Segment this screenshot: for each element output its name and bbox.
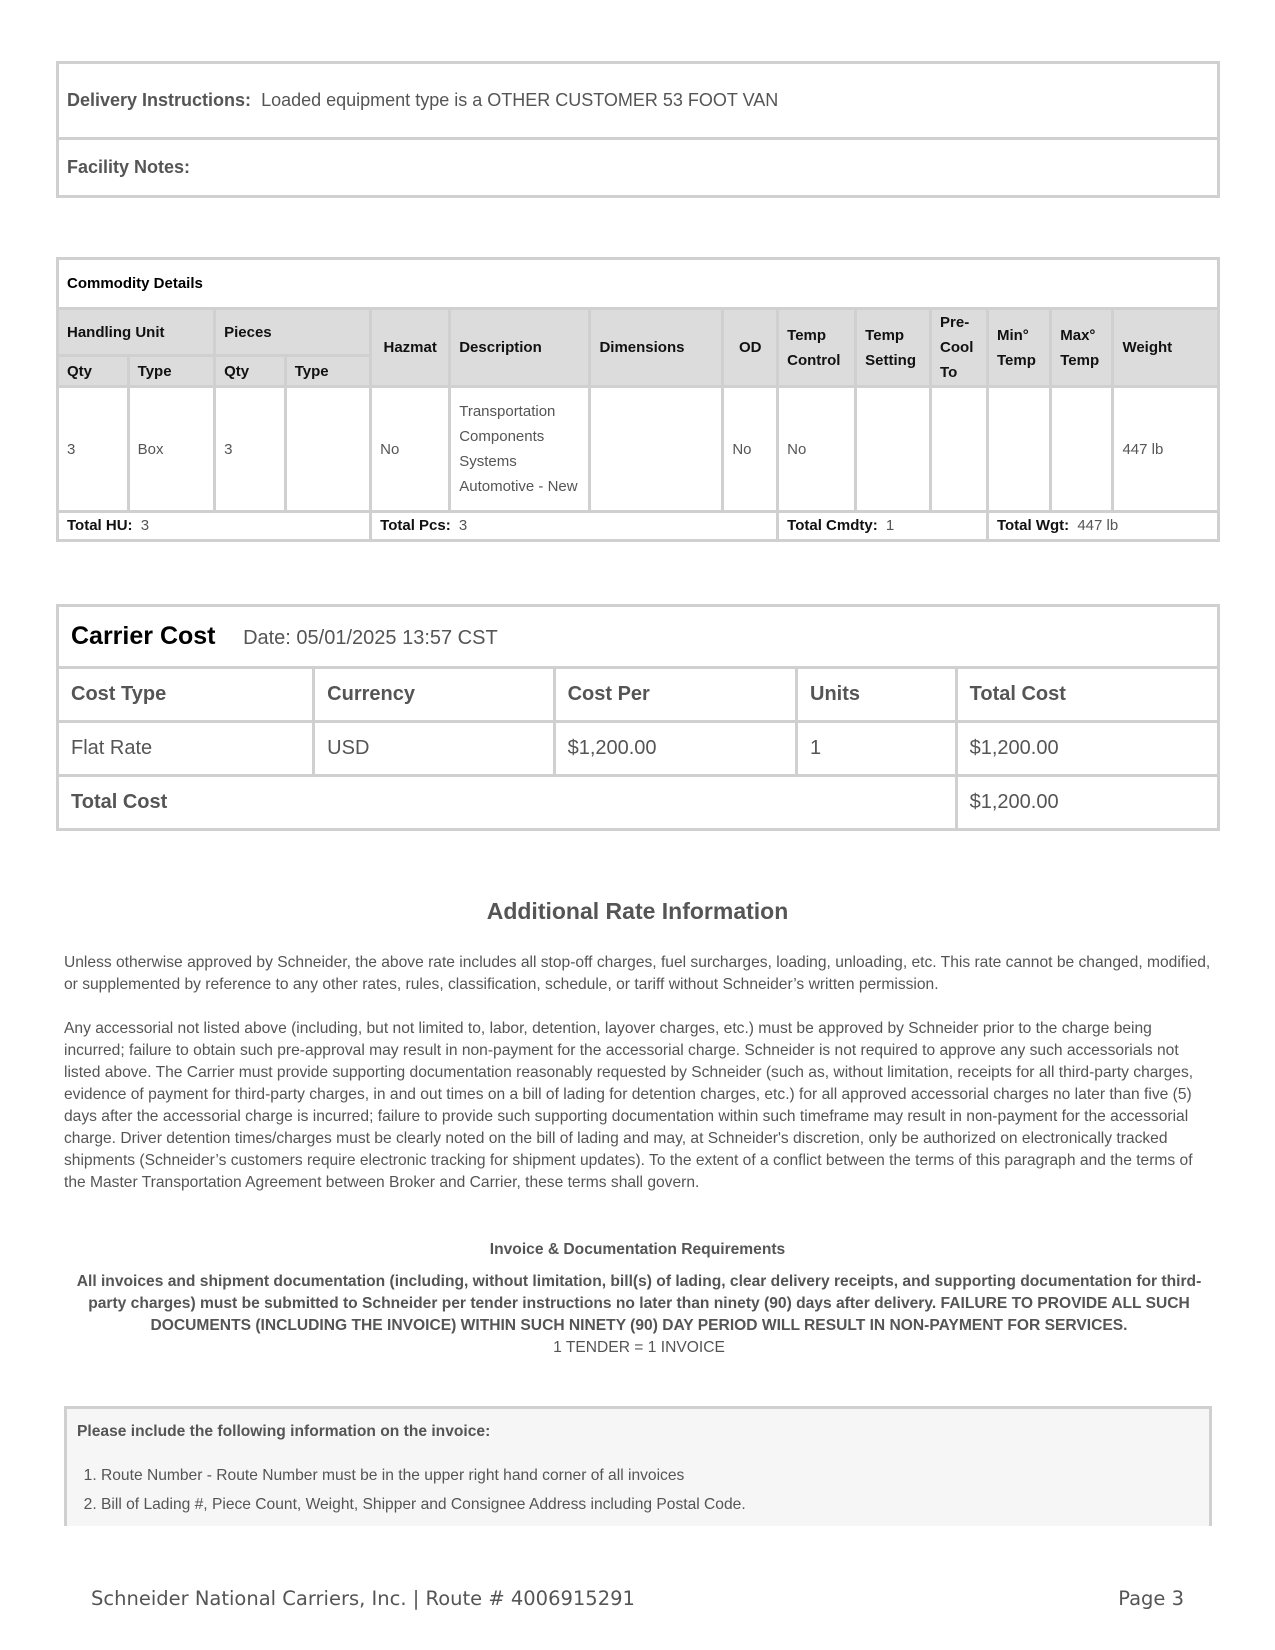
tender-invoice-note: 1 TENDER = 1 INVOICE	[553, 1339, 725, 1356]
weight-cell: 447 lb	[1113, 387, 1219, 512]
footer-page-number: Page 3	[1118, 1587, 1184, 1610]
delivery-instructions-label: Delivery Instructions:	[67, 90, 252, 110]
max-temp-header: Max° Temp	[1051, 309, 1113, 387]
handling-unit-header: Handling Unit	[58, 309, 215, 356]
carrier-cost-date: Date: 05/01/2025 13:57 CST	[243, 627, 498, 649]
pc-type-cell	[285, 387, 370, 512]
carrier-cost-title-cell	[58, 606, 1219, 668]
hazmat-header: Hazmat	[371, 309, 450, 387]
od-header: OD	[723, 309, 778, 387]
total-cmdty-value: 1	[885, 517, 895, 534]
hu-qty-cell: 3	[58, 387, 129, 512]
hu-type-cell: Box	[128, 387, 214, 512]
temp-setting-header: Temp Setting	[856, 309, 931, 387]
precool-cell	[931, 387, 988, 512]
temp-control-cell: No	[778, 387, 856, 512]
min-temp-cell	[987, 387, 1050, 512]
pieces-header: Pieces	[215, 309, 371, 356]
temp-control-header: Temp Control	[778, 309, 856, 387]
invoice-include-heading: Please include the following information on the invoice:	[77, 1423, 491, 1440]
commodity-totals-row	[58, 512, 1219, 541]
pc-type-header: Type	[285, 356, 370, 387]
list-item: 1. Route Number - Route Number must be in the upper right hand corner of all invoices	[101, 1461, 1199, 1490]
footer-company-route: Schneider National Carriers, Inc. | Route # 4006915291	[91, 1587, 635, 1610]
total-pcs-value: 3	[458, 517, 468, 534]
total-cmdty-label: Total Cmdty:	[787, 517, 878, 534]
invoice-include-box	[64, 1406, 1212, 1526]
total-wgt-value: 447 lb	[1077, 517, 1119, 534]
rate-paragraph-2: Any accessorial not listed above (including, but not limited to, labor, detention, layover charges, etc.) must be approved by Schneider prior to the charge being incurred; failure to obtain such pre-approval may result in non-payment for the accessorial charge. Schneider is not required to approve any such accessorials not listed above. The Carrier must provide supporting documentation reasonably requested by Schneider (such as, without limitation, receipts for all third-party charges, evidence of payment for third-party charges, in and out times on a bill of lading for detention charges, etc.) for all approved accessorial charges no later than five (5) days after the accessorial charge is incurred; failure to provide such supporting documentation within such timeframe may result in non-payment for the accessorial charge. Driver detention times/charges must be clearly noted on the bill of lading and may, at Schneider's discretion, only be authorized on electronically tracked shipments (Schneider’s customers require electronic tracking for shipment updates). To the extent of a conflict between the terms of this paragraph and the terms of the Master Transportation Agreement between Broker and Carrier, these terms shall govern.	[64, 1020, 1194, 1191]
cost-header-row	[58, 668, 1219, 722]
total-pcs	[371, 512, 778, 541]
carrier-cost-title: Carrier Cost	[71, 622, 216, 650]
total-cost-cell: $1,200.00	[956, 722, 1218, 776]
dimensions-cell	[590, 387, 723, 512]
currency-header: Currency	[314, 668, 554, 722]
delivery-instructions-row	[59, 64, 1217, 140]
hu-qty-header: Qty	[58, 356, 129, 387]
weight-header: Weight	[1113, 309, 1219, 387]
facility-notes-row	[59, 140, 1217, 195]
invoice-requirements	[64, 1271, 1214, 1359]
currency-cell: USD	[314, 722, 554, 776]
units-header: Units	[797, 668, 957, 722]
dimensions-header: Dimensions	[590, 309, 723, 387]
invoice-include-list	[77, 1461, 1199, 1519]
total-hu	[58, 512, 371, 541]
description-cell: Transportation Components Systems Automotive - New	[450, 387, 590, 512]
total-hu-label: Total HU:	[67, 517, 133, 534]
commodity-details-table	[56, 257, 1220, 542]
cost-total-label: Total Cost	[58, 776, 957, 830]
od-cell: No	[723, 387, 778, 512]
commodity-details-title: Commodity Details	[58, 259, 1219, 309]
temp-setting-cell	[856, 387, 931, 512]
cost-total-value: $1,200.00	[956, 776, 1218, 830]
facility-notes-label: Facility Notes:	[67, 157, 191, 177]
units-cell: 1	[797, 722, 957, 776]
description-header: Description	[450, 309, 590, 387]
cost-per-cell: $1,200.00	[554, 722, 796, 776]
cost-per-header: Cost Per	[554, 668, 796, 722]
total-wgt	[987, 512, 1218, 541]
commodity-row	[58, 387, 1219, 512]
delivery-instructions-box	[56, 61, 1220, 198]
hu-type-header: Type	[128, 356, 214, 387]
hazmat-cell: No	[371, 387, 450, 512]
total-wgt-label: Total Wgt:	[996, 517, 1070, 534]
additional-rate-title: Additional Rate Information	[486, 898, 789, 924]
max-temp-cell	[1051, 387, 1113, 512]
cost-type-header: Cost Type	[58, 668, 314, 722]
cost-type-cell: Flat Rate	[58, 722, 314, 776]
cost-row	[58, 722, 1219, 776]
pc-qty-header: Qty	[215, 356, 286, 387]
carrier-cost-table	[56, 604, 1220, 831]
total-pcs-label: Total Pcs:	[380, 517, 451, 534]
total-cmdty	[778, 512, 988, 541]
invoice-requirements-title: Invoice & Documentation Requirements	[489, 1241, 786, 1258]
delivery-instructions-value: Loaded equipment type is a OTHER CUSTOMER 53 FOOT VAN	[261, 90, 779, 110]
total-hu-value: 3	[140, 517, 150, 534]
precool-header: Pre-Cool To	[931, 309, 988, 387]
invoice-requirements-text: All invoices and shipment documentation (including, without limitation, bill(s) of lading, clear delivery receipts, and supporting documentation for third-party charges) must be submitted to Schneider per tender instructions no later than ninety (90) days after delivery. FAILURE TO PROVIDE ALL SUCH DOCUMENTS (INCLUDING THE INVOICE) WITHIN SUCH NINETY (90) DAY PERIOD WILL RESULT IN NON-PAYMENT FOR SERVICES.	[76, 1273, 1202, 1334]
list-item: 2. Bill of Lading #, Piece Count, Weight, Shipper and Consignee Address including Postal Code.	[101, 1490, 1199, 1519]
cost-total-row	[58, 776, 1219, 830]
rate-paragraph-1: Unless otherwise approved by Schneider, the above rate includes all stop-off charges, fuel surcharges, loading, unloading, etc. This rate cannot be changed, modified, or supplemented by reference to any other rates, rules, classification, schedule, or tariff without Schneider’s written permission.	[64, 954, 1211, 993]
carrier-cost-title-row	[58, 606, 1219, 668]
min-temp-header: Min° Temp	[987, 309, 1050, 387]
pc-qty-cell: 3	[215, 387, 286, 512]
total-cost-header: Total Cost	[956, 668, 1218, 722]
